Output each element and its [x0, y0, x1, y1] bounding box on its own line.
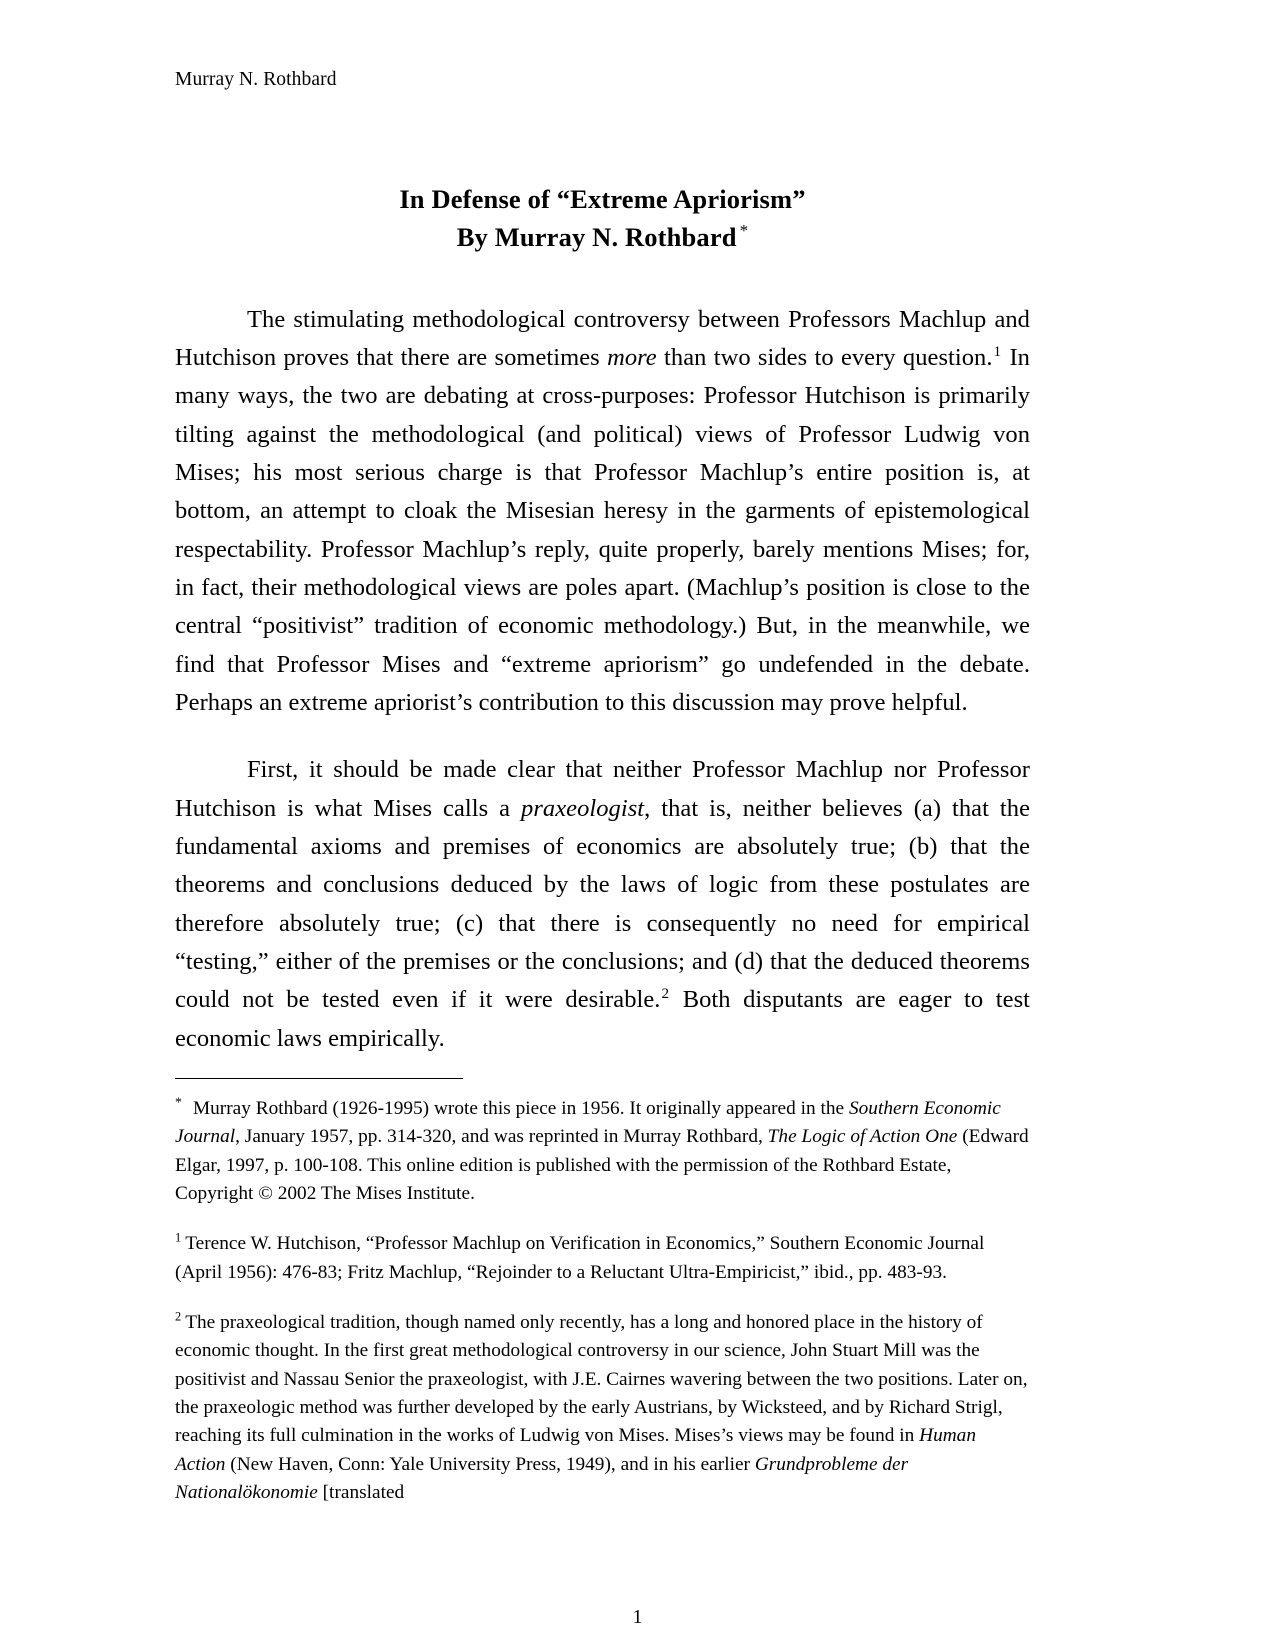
footnote-2	[175, 1309, 1030, 1508]
page-title: In Defense of “Extreme Apriorism”	[399, 184, 806, 215]
body-text	[175, 301, 1030, 1058]
paragraph-1: The stimulating methodological controversy between Professors Machlup and Hutchison proves that there are sometimes more than two sides to every question.$^1$ In many ways, the two are debating at cross-purposes: Professor Hutchison is primarily tilting against the methodological (and political) views of Professor Ludwig von Mises; his most serious charge is that Professor Machlup’s entire position is, at bottom, an attempt to cloak the Misesian heresy in the garments of epistemological respectability. Professor Machlup’s reply, quite properly, barely mentions Mises; for, in fact, their methodological views are poles apart. (Machlup’s position is close to the central “positivist” tradition of economic methodology.) But, in the meanwhile, we find that Professor Mises and “extreme apriorism” go undefended in the debate. Perhaps an extreme apriorist’s contribution to this discussion may prove helpful.	[175, 305, 1030, 716]
paragraph-2: First, it should be made clear that neither Professor Machlup nor Professor Hutchison is what Mises calls a praxeologist, that is, neither believes (a) that the fundamental axioms and premises of economics are absolutely true; (b) that the theorems and conclusions deduced by the laws of logic from these postulates are therefore absolutely true; (c) that there is consequently no need for empirical “testing,” either of the premises or the conclusions; and (d) that the deduced theorems could not be tested even if it were desirable.$^2$ Both disputants are eager to test economic laws empirically.	[175, 756, 1031, 1052]
footnote-1	[175, 1230, 1030, 1287]
footnote-area	[175, 1078, 1030, 1508]
footnote-reference: 2	[661, 985, 670, 1003]
footnote-star	[175, 1095, 1030, 1208]
footnote-star-text: Murray Rothbard (1926-1995) wrote this piece in 1956. It originally appeared in the Southern Economic Journal, January 1957, pp. 314-320, and was reprinted in Murray Rothbard, The Logic of Action One (Edward Elgar, 1997, p. 100-108. This online edition is published with the permission of the Rothbard Estate, Copyright © 2002 The Mises Institute.	[175, 1097, 1029, 1204]
footnote-1-text: Terence W. Hutchison, “Professor Machlup on Verification in Economics,” Southern Economic Journal (April 1956): 476-83; Fritz Machlup, “Rejoinder to a Reluctant Ultra-Empiricist,” ibid., pp. 483-93.	[175, 1233, 985, 1283]
page-number: 1	[632, 1606, 643, 1628]
title-block	[175, 181, 1030, 256]
title-footnote-marker: *	[739, 221, 749, 241]
footnote-reference: 1	[993, 342, 1002, 360]
footnote-2-marker: 2	[175, 1309, 182, 1324]
byline-text: By Murray N. Rothbard	[456, 222, 737, 253]
footnote-2-text: The praxeological tradition, though named only recently, has a long and honored place in the history of economic thought. In the first great methodological controversy in our science, John Stuart Mill was the positivist and Nassau Senior the praxeologist, with J.E. Cairnes wavering between the two positions. Later on, the praxeologic method was further developed by the early Austrians, by Wicksteed, and by Richard Strigl, reaching its full culmination in the works of Ludwig von Mises. Mises’s views may be found in Human Action (New Haven, Conn: Yale University Press, 1949), and in his earlier Grundprobleme der Nationalökonomie [translated	[175, 1312, 1028, 1504]
footnote-1-marker: 1	[175, 1230, 182, 1245]
page-content	[175, 0, 1030, 1508]
byline	[175, 219, 1030, 257]
footnote-star-marker: *	[175, 1095, 182, 1111]
running-header: Murray N. Rothbard	[175, 69, 337, 90]
footnote-separator-rule	[175, 1078, 463, 1079]
